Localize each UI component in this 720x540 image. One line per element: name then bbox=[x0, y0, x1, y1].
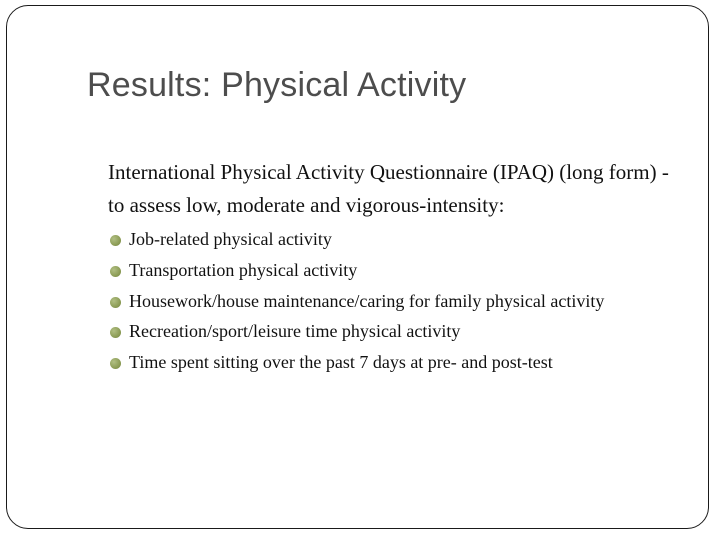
intro-paragraph: International Physical Activity Questionnaire (IPAQ) (long form) - to assess low, moderate and vigorous-intensity: bbox=[108, 160, 669, 217]
bullet-icon bbox=[110, 235, 121, 246]
slide-title: Results: Physical Activity bbox=[87, 66, 467, 104]
bullet-item-transportation bbox=[108, 255, 688, 286]
bullet-item-sitting-time bbox=[108, 347, 688, 378]
bullet-text: Time spent sitting over the past 7 days at pre- and post-test bbox=[129, 352, 553, 372]
bullet-icon bbox=[110, 297, 121, 308]
bullet-text: Recreation/sport/leisure time physical activity bbox=[129, 321, 461, 341]
bullet-text: Job-related physical activity bbox=[129, 229, 332, 249]
bullet-icon bbox=[110, 266, 121, 277]
bullet-text: Transportation physical activity bbox=[129, 260, 358, 280]
bullet-item-recreation bbox=[108, 316, 688, 347]
bullet-text: Housework/house maintenance/caring for family physical activity bbox=[129, 291, 605, 311]
bullet-item-job-related bbox=[108, 224, 688, 255]
slide-body bbox=[108, 156, 688, 378]
bullet-icon bbox=[110, 327, 121, 338]
slide-frame bbox=[6, 5, 709, 529]
bullet-item-housework bbox=[108, 286, 688, 316]
bullet-list bbox=[108, 224, 688, 378]
bullet-icon bbox=[110, 358, 121, 369]
